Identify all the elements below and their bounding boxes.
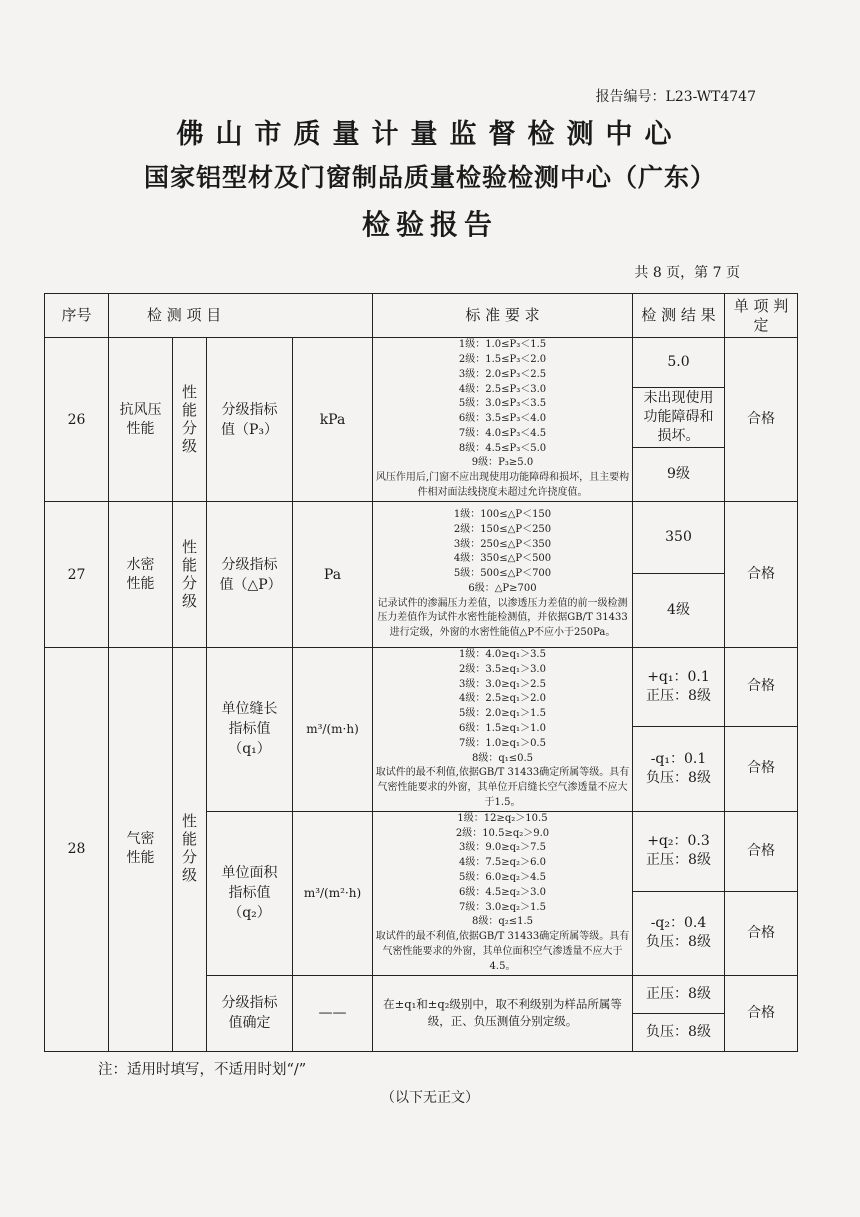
unit-symbol: m³/(m·h)	[293, 648, 373, 812]
item-name: 抗风压性能	[109, 338, 173, 502]
result-grade: 9级	[633, 448, 725, 502]
item-indicator: 单位面积指标值（q₂）	[207, 811, 293, 975]
unit-symbol: Pa	[293, 502, 373, 648]
verdict: 合格	[725, 502, 798, 648]
item-category: 性能分级	[173, 502, 207, 648]
organization-name: 佛山市质量计量监督检测中心	[176, 119, 684, 150]
verdict: 合格	[725, 338, 798, 502]
organization-name-secondary: 国家铝型材及门窗制品质量检验检测中心（广东）	[143, 163, 716, 192]
unit-symbol: ——	[293, 975, 373, 1051]
result-positive: +q₁：0.1 正压：8级	[633, 648, 725, 727]
footnote: 注：适用时填写，不适用时划“/”	[98, 1062, 307, 1078]
result-negative: -q₁：0.1 负压：8级	[633, 726, 725, 811]
header-verdict: 单 项 判 定	[725, 294, 798, 338]
verdict-positive: 合格	[725, 811, 798, 891]
item-indicator: 分级指标值（P₃）	[207, 338, 293, 502]
row-number: 28	[45, 648, 109, 1052]
item-indicator: 单位缝长指标值（q₁）	[207, 648, 293, 812]
standard-requirement: 在±q₁和±q₂级别中，取不利级别为样品所属等级，正、负压测值分别定级。	[373, 975, 633, 1051]
page-count: 共 8 页，第 7 页	[634, 265, 740, 281]
standard-requirement: 1级：100≤△P＜150 2级：150≤△P＜250 3级：250≤△P＜350 4级：350≤△P＜500 5级：500≤△P＜700 6级：△P≥700 记录试件的渗漏压力差值，以渗透压力差值的前一级检测压力差值作为试件水密性能检测值，并依据GB/T 31433进行定级，外窗的水密性能值△P不应小于250Pa。	[373, 502, 633, 648]
header-item: 检 测 项 目	[109, 294, 373, 338]
result-grade: 4级	[633, 574, 725, 648]
result-value: 350	[633, 502, 725, 574]
standard-requirement: 1级：12≥q₂＞10.5 2级：10.5≥q₂＞9.0 3级：9.0≥q₂＞7.5 4级：7.5≥q₂＞6.0 5级：6.0≥q₂＞4.5 6级：4.5≥q₂＞3.0 7级：3.0≥q₂＞1.5 8级：q₂≤1.5 取试件的最不利值,依据GB/T 31433确定所属等级。具有气密性能要求的外窗，其单位面积空气渗透量不应大于4.5。	[373, 811, 633, 975]
result-negative: 负压：8级	[633, 1013, 725, 1051]
result-positive: 正压：8级	[633, 975, 725, 1013]
result-negative: -q₂：0.4 负压：8级	[633, 891, 725, 975]
item-indicator: 分级指标值（△P）	[207, 502, 293, 648]
table-row	[45, 502, 798, 574]
result-text: 未出现使用功能障碍和损坏。	[633, 388, 725, 448]
unit-symbol: kPa	[293, 338, 373, 502]
item-indicator: 分级指标值确定	[207, 975, 293, 1051]
inspection-table	[44, 293, 798, 1052]
verdict-negative: 合格	[725, 891, 798, 975]
item-category: 性能分级	[173, 648, 207, 1052]
item-name: 水密性能	[109, 502, 173, 648]
report-number: 报告编号：L23-WT4747	[595, 89, 756, 105]
item-category: 性能分级	[173, 338, 207, 502]
header-result: 检 测 结 果	[633, 294, 725, 338]
verdict-negative: 合格	[725, 726, 798, 811]
unit-symbol: m³/(m²·h)	[293, 811, 373, 975]
end-of-text: （以下无正文）	[381, 1090, 479, 1106]
header-standard: 标 准 要 求	[373, 294, 633, 338]
standard-requirement: 1级：1.0≤P₃＜1.5 2级：1.5≤P₃＜2.0 3级：2.0≤P₃＜2.5 4级：2.5≤P₃＜3.0 5级：3.0≤P₃＜3.5 6级：3.5≤P₃＜4.0 7级：4.0≤P₃＜4.5 8级：4.5≤P₃＜5.0 9级：P₃≥5.0 风压作用后,门窗不应出现使用功能障碍和损坏，且主要构件相对面法线挠度未超过允许挠度值。	[373, 338, 633, 502]
verdict: 合格	[725, 975, 798, 1051]
result-value: 5.0	[633, 338, 725, 388]
standard-requirement: 1级：4.0≥q₁＞3.5 2级：3.5≥q₁＞3.0 3级：3.0≥q₁＞2.5 4级：2.5≥q₁＞2.0 5级：2.0≥q₁＞1.5 6级：1.5≥q₁＞1.0 7级：1.0≥q₁＞0.5 8级：q₁≤0.5 取试件的最不利值,依据GB/T 31433确定所属等级。具有气密性能要求的外窗，其单位开启缝长空气渗透量不应大于1.5。	[373, 648, 633, 812]
verdict-positive: 合格	[725, 648, 798, 727]
row-number: 27	[45, 502, 109, 648]
header-no: 序号	[45, 294, 109, 338]
table-row	[45, 648, 798, 727]
row-number: 26	[45, 338, 109, 502]
document-title: 检验报告	[361, 208, 498, 241]
table-header-row	[45, 294, 798, 338]
item-name: 气密性能	[109, 648, 173, 1052]
table-row	[45, 338, 798, 388]
result-positive: +q₂：0.3 正压：8级	[633, 811, 725, 891]
